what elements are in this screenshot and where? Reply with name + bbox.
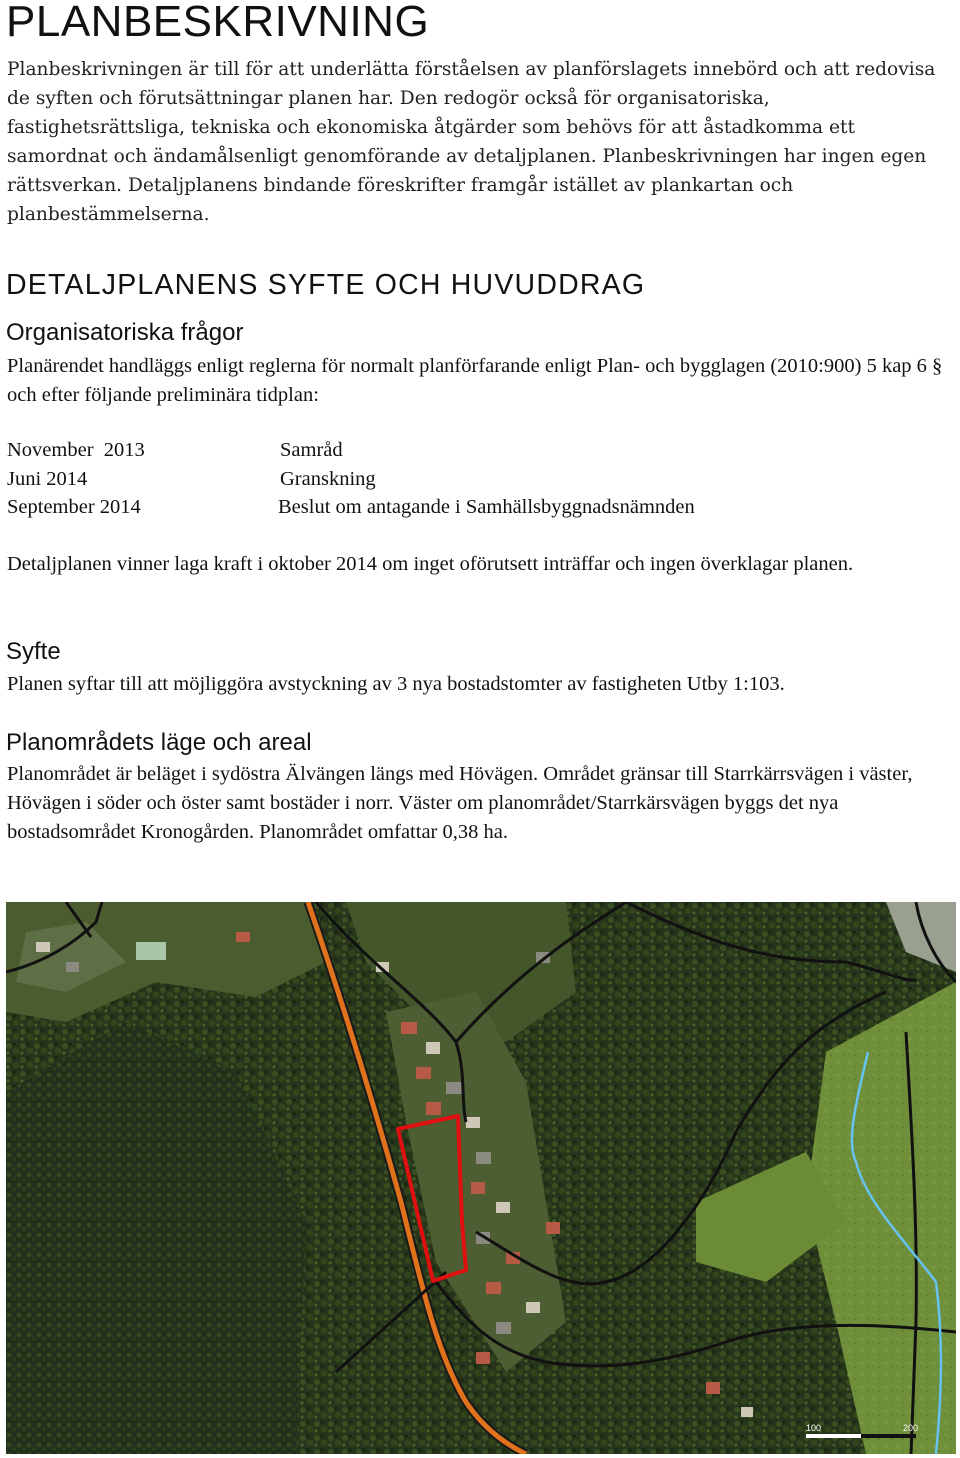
organisation-heading: Organisatoriska frågor	[6, 319, 244, 346]
syfte-heading: Syfte	[6, 638, 61, 665]
syfte-paragraph: Planen syftar till att möjliggöra avstyckning av 3 nya bostadstomter av fastigheten Utby 1:103.	[7, 673, 785, 695]
timeline-event: Beslut om antagande i Samhällsbyggnadsnämnden	[278, 496, 695, 518]
intro-paragraph: Planbeskrivningen är till för att underlätta förståelsen av planförslagets innebörd och att redovisa de syften och förutsättningar planen har. Den redogör också för organisatoriska, fastighetsrättsliga, tekniska och ekonomiska åtgärder som behövs för att åstadkomma ett samordnat och ändamålsenligt genomförande av detaljplanen. Planbeskrivningen har ingen egen rättsverkan. Detaljplanens bindande föreskrifter framgår istället av plankartan och planbestämmelserna.	[7, 59, 936, 225]
section-title: DETALJPLANENS SYFTE OCH HUVUDDRAG	[6, 269, 646, 301]
laga-kraft-paragraph: Detaljplanen vinner laga kraft i oktober 2014 om inget oförutsett inträffar och ingen överklagar planen.	[7, 553, 854, 575]
timeline-event: Samråd	[280, 439, 343, 461]
timeline-date: September 2014	[7, 496, 141, 518]
timeline-event: Granskning	[280, 467, 376, 490]
page-title: PLANBESKRIVNING	[6, 0, 430, 46]
aerial-map	[6, 902, 956, 1454]
area-heading: Planområdets läge och areal	[6, 729, 312, 756]
timeline-table	[7, 436, 947, 522]
timeline-date: November 2013	[7, 439, 145, 461]
aerial-map-graphic	[6, 902, 956, 1454]
timeline-row	[7, 465, 947, 494]
scale-label: 100	[806, 1423, 822, 1433]
timeline-row	[7, 436, 947, 465]
area-paragraph: Planområdet är beläget i sydöstra Älvängen längs med Hövägen. Området gränsar till Starrkärrsvägen i väster, Hövägen i söder och öster samt bostäder i norr. Väster om planområdet/Starrkärsvägen byggs det nya bostadsområdet Kronogården. Planområdet omfattar 0,38 ha.	[7, 763, 913, 843]
timeline-row	[7, 493, 947, 522]
organisation-paragraph: Planärendet handläggs enligt reglerna för normalt planförfarande enligt Plan- och bygglagen (2010:900) 5 kap 6 § och efter följande preliminära tidplan:	[7, 355, 943, 406]
scale-label: 200	[903, 1423, 919, 1433]
timeline-date: Juni 2014	[7, 467, 88, 490]
